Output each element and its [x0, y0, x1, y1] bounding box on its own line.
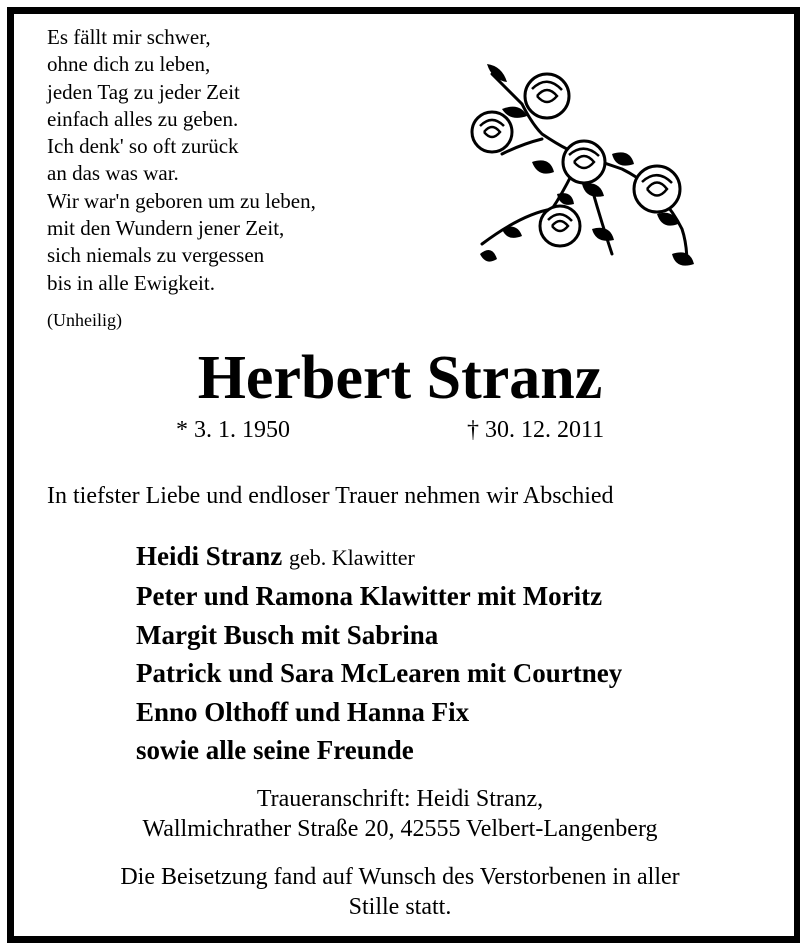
address-line: Traueranschrift: Heidi Stranz, [256, 786, 544, 812]
poem-line: Es fällt mir schwer, [47, 25, 211, 49]
roses-icon [462, 44, 707, 276]
mourner-line [136, 537, 622, 577]
poem-line: bis in alle Ewigkeit. [47, 270, 215, 295]
deceased-name: Herbert Stranz [197, 344, 603, 412]
burial-line: Stille statt. [348, 894, 452, 920]
poem-line: Ich denk' so oft zurück [47, 134, 239, 159]
mourner-line: Enno Olthoff und Hanna Fix [136, 696, 470, 727]
death-date: † 30. 12. 2011 [467, 417, 605, 443]
mourner-name: Heidi Stranz [136, 541, 283, 571]
poem [47, 24, 316, 297]
poem-line: ohne dich zu leben, [47, 52, 211, 77]
poem-line: an das was war. [47, 161, 179, 186]
mourning-address [0, 784, 800, 844]
burial-note [0, 862, 800, 922]
mourner-line: Patrick und Sara McLearen mit Courtney [136, 658, 623, 689]
mourner-line: Peter und Ramona Klawitter mit Moritz [136, 581, 603, 612]
poem-credit: (Unheilig) [47, 310, 122, 330]
mourner-line: Margit Busch mit Sabrina [136, 619, 439, 650]
poem-line: mit den Wundern jener Zeit, [47, 216, 285, 241]
burial-line: Die Beisetzung fand auf Wunsch des Verstorbenen in aller [120, 864, 680, 890]
poem-line: einfach alles zu geben. [47, 106, 239, 131]
farewell-text: In tiefster Liebe und endloser Trauer nehmen wir Abschied [47, 483, 614, 509]
maiden-name-note: geb. Klawitter [289, 545, 415, 570]
poem-line: Wir war'n geboren um zu leben, [47, 188, 316, 213]
mourners-list [136, 537, 622, 769]
address-line: Wallmichrather Straße 20, 42555 Velbert-Langenberg [142, 816, 658, 842]
birth-date: * 3. 1. 1950 [176, 417, 290, 443]
mourner-line: sowie alle seine Freunde [136, 735, 414, 766]
poem-line: sich niemals zu vergessen [47, 243, 265, 268]
poem-line: jeden Tag zu jeder Zeit [47, 79, 240, 104]
